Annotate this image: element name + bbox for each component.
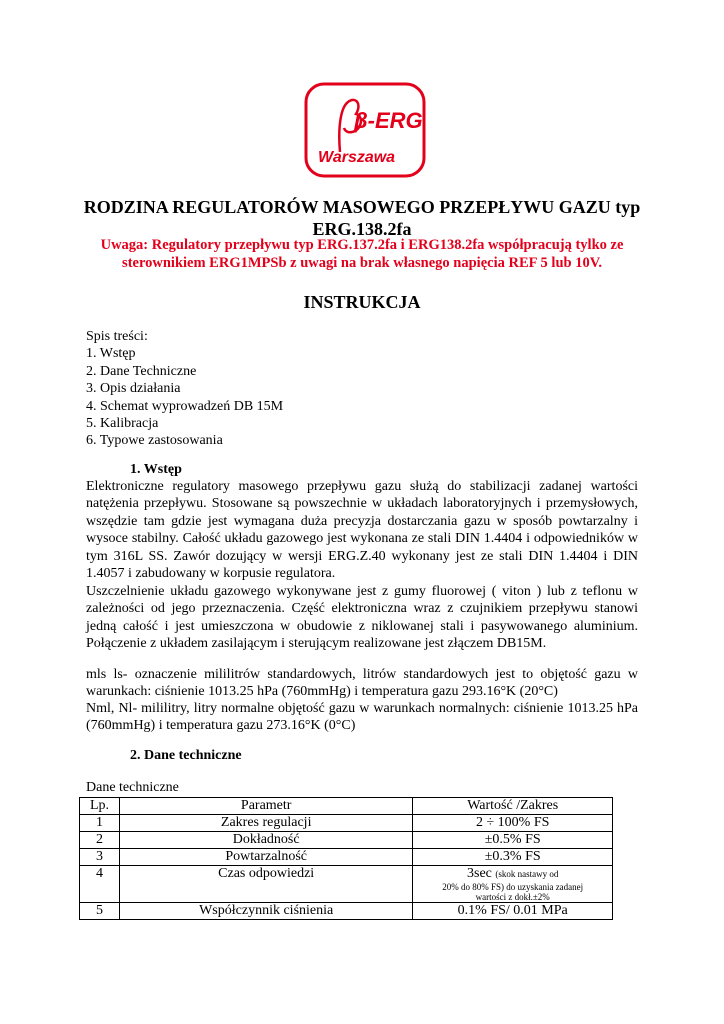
toc-item: 4. Schemat wyprowadzeń DB 15M [86, 398, 284, 414]
cell-value: 2 ÷ 100% FS [413, 815, 613, 832]
cell-value: ±0.3% FS [413, 849, 613, 866]
toc-item: 1. Wstęp [86, 346, 136, 362]
table-caption: Dane techniczne [86, 780, 179, 795]
cell-value [413, 866, 613, 903]
value-main: 3sec [467, 866, 492, 881]
toc-item: 2. Dane Techniczne [86, 363, 197, 379]
section-1-paragraph-2: Uszczelnienie układu gazowego wykonywane jest z gumy fluorowej ( viton ) lub z teflonu w zależności od jego przeznaczenia. Część elektroniczna wraz z czujnikiem przepływu stanowi jedną całość i jest umieszczona w obudowie z niklowanej stali i pasywowanego aluminium. Połączenie z układem zasilającym i sterującym realizowane jest złączem DB15M. [86, 584, 638, 652]
table-row [80, 866, 613, 903]
toc-heading: Spis treści: [86, 329, 148, 344]
column-header: Parametr [119, 798, 412, 815]
beta-erg-logo [304, 82, 426, 178]
value-note: 20% do 80% FS) do uzyskania zadanej [442, 882, 584, 892]
section-1-paragraph-3: mls ls- oznaczenie mililitrów standardowych, litrów standardowych jest to objętość gazu w warunkach: ciśnienie 1013.25 hPa (760mmHg) i temperatura gazu 293.16°K (20°C) [86, 667, 638, 700]
logo-city-text: Warszawa [318, 149, 396, 166]
toc-item: 3. Opis działania [86, 381, 181, 397]
column-header: Lp. [80, 798, 120, 815]
technical-data-table [79, 797, 613, 920]
cell-lp: 5 [80, 903, 120, 920]
table-header-row [80, 798, 613, 815]
toc-item: 5. Kalibracja [86, 416, 159, 432]
instruction-heading: INSTRUKCJA [303, 292, 421, 312]
cell-param: Dokładność [119, 832, 412, 849]
cell-param: Czas odpowiedzi [119, 866, 412, 903]
toc-item: 6. Typowe zastosowania [86, 433, 223, 449]
cell-param: Współczynnik ciśnienia [119, 903, 412, 920]
cell-lp: 1 [80, 815, 120, 832]
cell-param: Powtarzalność [119, 849, 412, 866]
table-row [80, 849, 613, 866]
warning-note [80, 236, 644, 272]
cell-lp: 3 [80, 849, 120, 866]
logo-brand-text: β-ERG [354, 108, 423, 133]
column-header: Wartość /Zakres [413, 798, 613, 815]
value-note: wartości z dokł.±2% [475, 892, 550, 902]
section-1-heading: 1. Wstęp [130, 462, 182, 477]
cell-value: 0.1% FS/ 0.01 MPa [413, 903, 613, 920]
section-2-heading: 2. Dane techniczne [130, 748, 242, 763]
warning-line-2: sterownikiem ERG1MPSb z uwagi na brak własnego napięcia REF 5 lub 10V. [122, 255, 602, 271]
cell-value: ±0.5% FS [413, 832, 613, 849]
document-title [80, 196, 644, 240]
value-note: (skok nastawy od [495, 869, 559, 879]
title-line-1: RODZINA REGULATORÓW MASOWEGO PRZEPŁYWU GAZU typ [83, 197, 641, 217]
table-row [80, 815, 613, 832]
table-row [80, 832, 613, 849]
cell-lp: 2 [80, 832, 120, 849]
cell-lp: 4 [80, 866, 120, 903]
cell-param: Zakres regulacji [119, 815, 412, 832]
table-row [80, 903, 613, 920]
title-line-2: ERG.138.2fa [312, 219, 412, 239]
section-1-paragraph-4: Nml, Nl- mililitry, litry normalne objętość gazu w warunkach normalnych: ciśnienie 1013.25 hPa (760mmHg) i temperatura gazu 273.16°K (0°C) [86, 701, 638, 734]
section-1-paragraph-1: Elektroniczne regulatory masowego przepływu gazu służą do stabilizacji zadanej wartości natężenia przepływu. Stosowane są powszechnie w układach laboratoryjnych i przemysłowych, wszędzie tam gdzie jest wymagana duża precyzja dostarczania gazu w sposób powtarzalny i wysoce stabilny. Całość układu gazowego jest wykonana ze stali DIN 1.4404 i odpowiedników w tym 316L SS. Zawór dozujący w wersji ERG.Z.40 wykonany jest ze stali DIN 1.4404 i DIN 1.4057 i zabudowany w korpusie regulatora. [86, 479, 638, 582]
warning-line-1: Uwaga: Regulatory przepływu typ ERG.137.2fa i ERG138.2fa współpracują tylko ze [100, 237, 624, 253]
table-of-contents [86, 328, 283, 450]
